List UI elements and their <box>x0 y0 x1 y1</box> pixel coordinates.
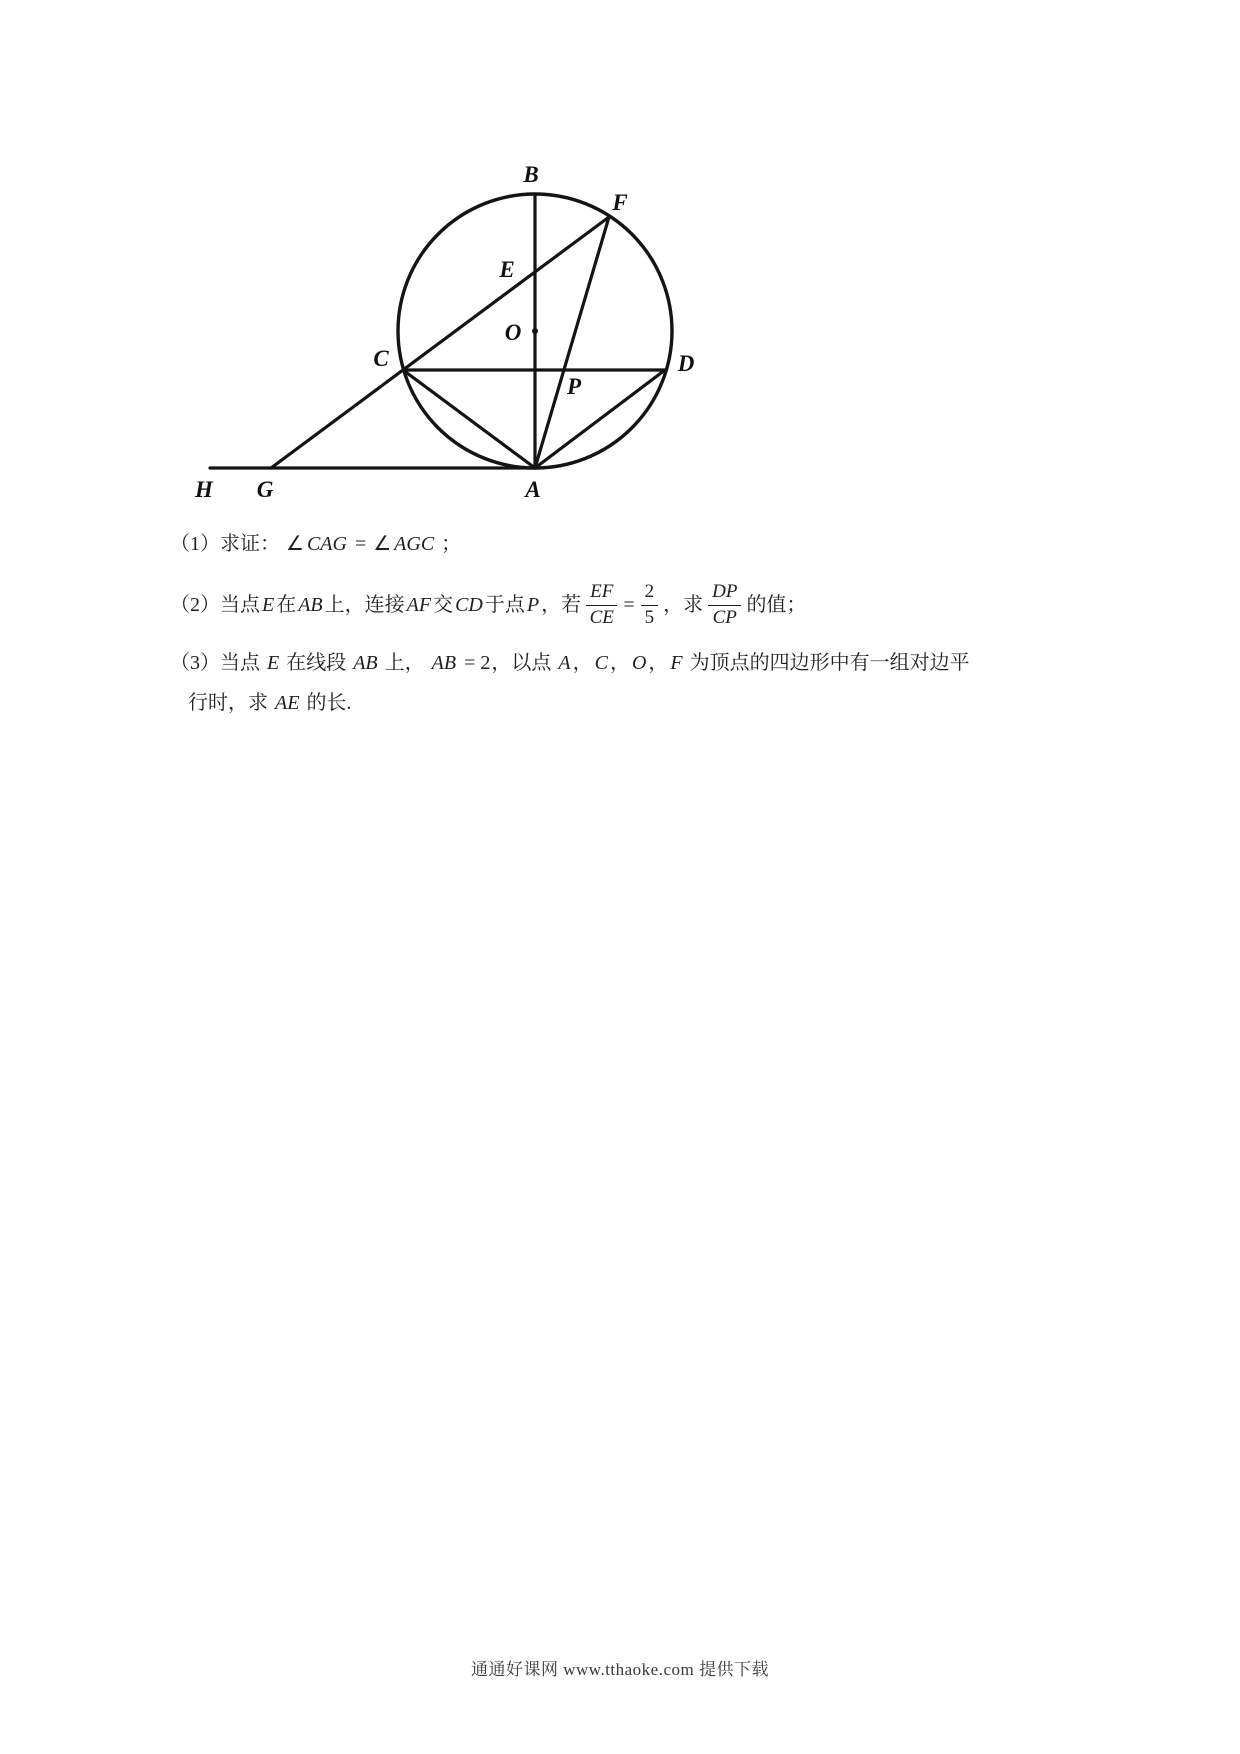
text-run: ∠ <box>373 533 392 555</box>
footer-watermark: 通通好课网 www.tthaoke.com 提供下载 <box>470 1660 770 1679</box>
question-2 <box>170 577 806 633</box>
text-run: 的值； <box>746 594 807 616</box>
point-label-E: E <box>499 257 515 282</box>
question-3-line-1 <box>170 650 970 676</box>
text-run: 上，连接 <box>324 594 405 616</box>
fraction-numerator: 2 <box>641 581 659 605</box>
text-run: AB <box>298 594 323 616</box>
fraction-numerator: EF <box>586 581 617 605</box>
point-label-C: C <box>373 346 389 371</box>
text-run: 于点 <box>484 594 525 616</box>
text-run: （2）当点 <box>170 594 260 616</box>
text-run: CAG <box>306 533 347 555</box>
text-run: AB <box>353 652 378 674</box>
point-label-F: F <box>612 190 628 215</box>
text-run: AF <box>406 594 432 616</box>
text-run: ，以点 <box>491 652 557 674</box>
text-run: ， <box>609 652 630 674</box>
text-run: 的长. <box>301 692 352 714</box>
question-3-line-2 <box>188 690 351 716</box>
figure-svg <box>0 0 1240 540</box>
fraction-denominator: CE <box>589 606 614 628</box>
text-run: ， <box>648 652 669 674</box>
point-label-O: O <box>504 320 522 345</box>
text-run: （3）当点 <box>170 652 265 674</box>
text-run: 行时，求 <box>188 692 273 714</box>
text-run: = <box>349 533 372 555</box>
text-run: 上， <box>379 652 430 674</box>
text-run: CD <box>455 594 483 616</box>
question-1 <box>170 531 461 557</box>
fraction-EF-over-CE <box>586 581 617 629</box>
point-label-H: H <box>195 477 213 502</box>
text-run: 交 <box>433 594 454 616</box>
text-run: （1）求证： <box>170 533 285 555</box>
text-run: A <box>558 652 571 674</box>
point-label-A: A <box>525 477 541 502</box>
text-run: ，求 <box>663 594 704 616</box>
point-label-G: G <box>256 477 274 502</box>
text-run: 为顶点的四边形中有一组对边平 <box>684 652 970 674</box>
text-run: = <box>623 594 635 616</box>
text-run: AB <box>431 652 457 674</box>
point-label-B: B <box>523 162 539 187</box>
text-run: E <box>262 594 275 616</box>
text-run: E <box>267 652 280 674</box>
text-run: ， <box>572 652 593 674</box>
fraction-DP-over-CP <box>708 581 741 629</box>
point-label-P: P <box>566 374 582 399</box>
text-run: O <box>631 652 647 674</box>
segment-AC <box>403 370 535 468</box>
center-dot-O <box>532 328 538 334</box>
fraction-denominator: 5 <box>644 606 655 628</box>
text-run: 在 <box>276 594 297 616</box>
text-run: F <box>670 652 683 674</box>
text-run: = 2 <box>459 652 491 674</box>
text-run: 在线段 <box>281 652 352 674</box>
text-run: ； <box>436 533 462 555</box>
text-run: ，若 <box>541 594 582 616</box>
fraction-denominator: CP <box>712 606 737 628</box>
text-run: AE <box>275 692 300 714</box>
fraction-2-over-5 <box>641 581 659 629</box>
text-run: C <box>594 652 608 674</box>
segment-AF <box>535 217 609 468</box>
geometry-figure <box>0 0 1240 540</box>
fraction-numerator: DP <box>708 581 741 605</box>
point-label-D: D <box>677 351 695 376</box>
text-run: AGC <box>394 533 435 555</box>
text-run: P <box>526 594 540 616</box>
text-run: ∠ <box>286 533 304 555</box>
